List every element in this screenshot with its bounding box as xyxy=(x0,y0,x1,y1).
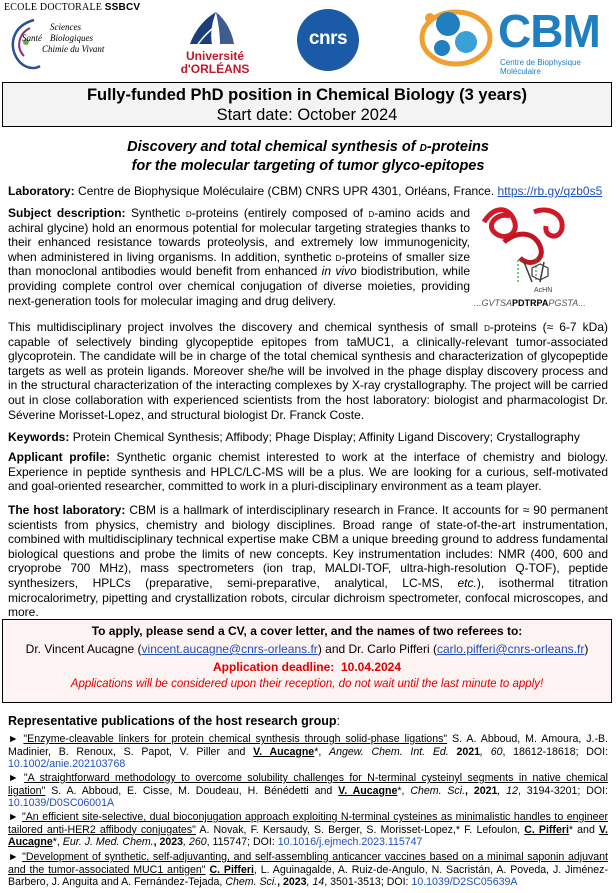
start-date: Start date: October 2024 xyxy=(216,106,398,124)
cnrs-logo xyxy=(296,8,360,72)
publication-item: ► "Development of synthetic, self-adjuvanting, and self-assembling anticancer vaccines based on a minimal saponin adjuvant and the tumor-associated MUC1 antigen" C. Pifferi, L. Aguinagalde, A. Ruiz-de-Angulo, N. Sacristán, A. Poveda, J. Jiménez-Barbero, J. Anguita and A. Fernández-Tejada, Chem. Sci., 2023, 14, 3501-3513; DOI: 10.1039/D2SC05639A xyxy=(8,851,609,889)
publications-heading: Representative publications of the host research group: xyxy=(8,714,341,728)
publication-item: ► "A straightforward methodology to overcome solubility challenges for N-terminal cysteinyl segments in native chemical ligation" S. A. Abboud, E. Cisse, M. Doudeau, H. Bénédetti and V. Aucagne*, Chem. Sci., 2021, 12, 3194-3201; DOI: 10.1039/D0SC06001A xyxy=(8,772,608,810)
ed-lines: Sciences Santé Biologiques Chimie du Vivant xyxy=(22,22,105,54)
application-deadline: Application deadline: 10.04.2024 xyxy=(212,660,402,674)
universite-orleans-logo xyxy=(170,6,260,78)
doi-link[interactable]: 10.1039/D2SC05639A xyxy=(411,876,518,889)
doi-link[interactable]: 10.1039/D0SC06001A xyxy=(8,797,115,810)
email-pifferi-link[interactable]: carlo.pifferi@cnrs-orleans.fr xyxy=(436,642,585,656)
doi-link[interactable]: 10.1002/anie.202103768 xyxy=(8,758,126,771)
protein-ribbon-icon xyxy=(474,202,612,298)
cnrs-text: cnrs xyxy=(308,28,348,49)
cbm-molecule-icon xyxy=(414,2,498,74)
position-title-box xyxy=(2,82,612,127)
apply-instruction: To apply, please send a CV, a cover letter, and the names of two referees to: xyxy=(91,624,523,638)
publication-item: ► "Enzyme-cleavable linkers for protein chemical synthesis through solid-phase ligations" S. A. Abboud, M. Amoura, J.-B. Madinier, B. Renoux, S. Papot, V. Piller and V. Aucagne*, Angew. Chem. Int. Ed. 2021, 60, 18612-18618; DOI: 10.1002/anie.202103768 xyxy=(8,733,609,771)
position-title: Fully-funded PhD position in Chemical Biology (3 years) xyxy=(86,86,528,104)
cbm-logo xyxy=(414,2,614,78)
project-description: This multidisciplinary project involves the discovery and chemical synthesis of small d-proteins (≈ 6-7 kDa) capable of selectively binding glycopeptide epitopes from taMUC1, a clinically-relevant tumor-associated glycoprotein. The candidate will be in charge of the total chemical synthesis and characterization of glycopeptide targets as well as protein ligands. Moreover she/he will be involved in the phage display discovery process and in the structural characterization of the interacting complexes by X-ray crystallography. The project will be carried out in close collaboration with experienced scientists from the host laboratory: biologist and pharmacologist Dr. Séverine Morisset-Lopez, and structural biologist Dr. Franck Coste. xyxy=(8,320,608,422)
email-aucagne-link[interactable]: vincent.aucagne@cnrs-orleans.fr xyxy=(141,642,318,656)
subject-description: Subject description: Synthetic d-proteins (entirely composed of d-amino acids and achiral glycine) hold an enormous potential for molecular targeting strategies thanks to their enhanced resistance towards proteolysis, and extremely low immunogenicity, when administered in living organisms. In addition, synthetic d-proteins of smaller size than monoclonal antibodies would benefit from enhanced in vivo biodistribution, while providing complete control over chemical conjugation of diverse moieties, providing next-generation tools for molecular imaging and drug delivery. xyxy=(8,206,470,308)
publication-item: ► "An efficient site-selective, dual bioconjugation approach exploiting N-terminal cysteines as minimalistic handles to engineer tailored anti-HER2 affibody conjugates" A. Novak, F. Kersaudy, S. Berger, S. Morisset-Lopez,* F. Lefoulon, C. Pifferi* and V. Aucagne*, Eur. J. Med. Chem., 2023, 260, 115747; DOI: 10.1016/j.ejmech.2023.115747 xyxy=(8,811,608,849)
ed-title: ECOLE DOCTORALE SSBCV xyxy=(4,2,141,13)
host-laboratory: The host laboratory: CBM is a hallmark of interdisciplinary research in France. It accounts for ≈ 90 permanent scientists from physics, chemistry and biology disciplines. Broad range of state-of-the-art instrumentation, combined with multidisciplinary technical expertise make CBM a unique breeding ground to address fundamental biological questions and probe the limits of new concepts. Key instrumentation includes: NMR (400, 600 and cryoprobe 700 MHz), mass spectrometers (ion trap, MALDI-TOF, ultra-high-resolution Q-TOF), peptide synthesizers, HPLCs (preparative, semi-preparative, analytical, LC-MS, etc.), isothermal titration microcalorimetry, pipetting and crystallization robots, circular dichroism spectrometer, confocal microscopes, and more. xyxy=(8,503,608,620)
laboratory-line: Laboratory: Centre de Biophysique Moléculaire (CBM) CNRS UPR 4301, Orléans, France. https://rb.gy/qzb0s5 xyxy=(8,184,603,198)
project-title: Discovery and total chemical synthesis of d-proteins for the molecular targeting of tumor glyco-epitopes xyxy=(127,139,489,174)
cbm-text: CBM xyxy=(498,5,600,57)
application-box xyxy=(2,619,612,703)
glycan-label: AcHN xyxy=(534,287,553,294)
applicant-profile: Applicant profile: Synthetic organic chemist interested to work at the interface of chemistry and biology. Experience in peptide synthesis and HPLC/LC-MS will be a plus. We are looking for a curious, self-motivated and goal-oriented researcher, committed to work in a pluri-disciplinary environment as a team player. xyxy=(8,450,608,494)
cbm-subtitle: Centre de Biophysique Moléculaire xyxy=(500,58,581,76)
doi-link[interactable]: 10.1016/j.ejmech.2023.115747 xyxy=(277,836,423,849)
contacts: Dr. Vincent Aucagne (vincent.aucagne@cnrs-orleans.fr) and Dr. Carlo Pifferi (carlo.pifferi@cnrs-orleans.fr) xyxy=(25,642,589,656)
application-note: Applications will be considered upon their reception, do not wait until the last minute to apply! xyxy=(70,678,544,690)
protein-structure-figure xyxy=(474,202,612,314)
ecole-doctorale-logo xyxy=(4,2,152,76)
logo-bar xyxy=(0,0,616,80)
laboratory-link[interactable]: https://rb.gy/qzb0s5 xyxy=(497,184,603,198)
keywords: Keywords: Protein Chemical Synthesis; Affibody; Phage Display; Affinity Ligand Discovery; Crystallography xyxy=(8,430,580,444)
uo-emblem-icon xyxy=(170,6,260,50)
peptide-sequence: ...GVTSAPDTRPAPGSTA... xyxy=(474,298,586,308)
uo-name: Université d'ORLÉANS xyxy=(180,49,250,76)
